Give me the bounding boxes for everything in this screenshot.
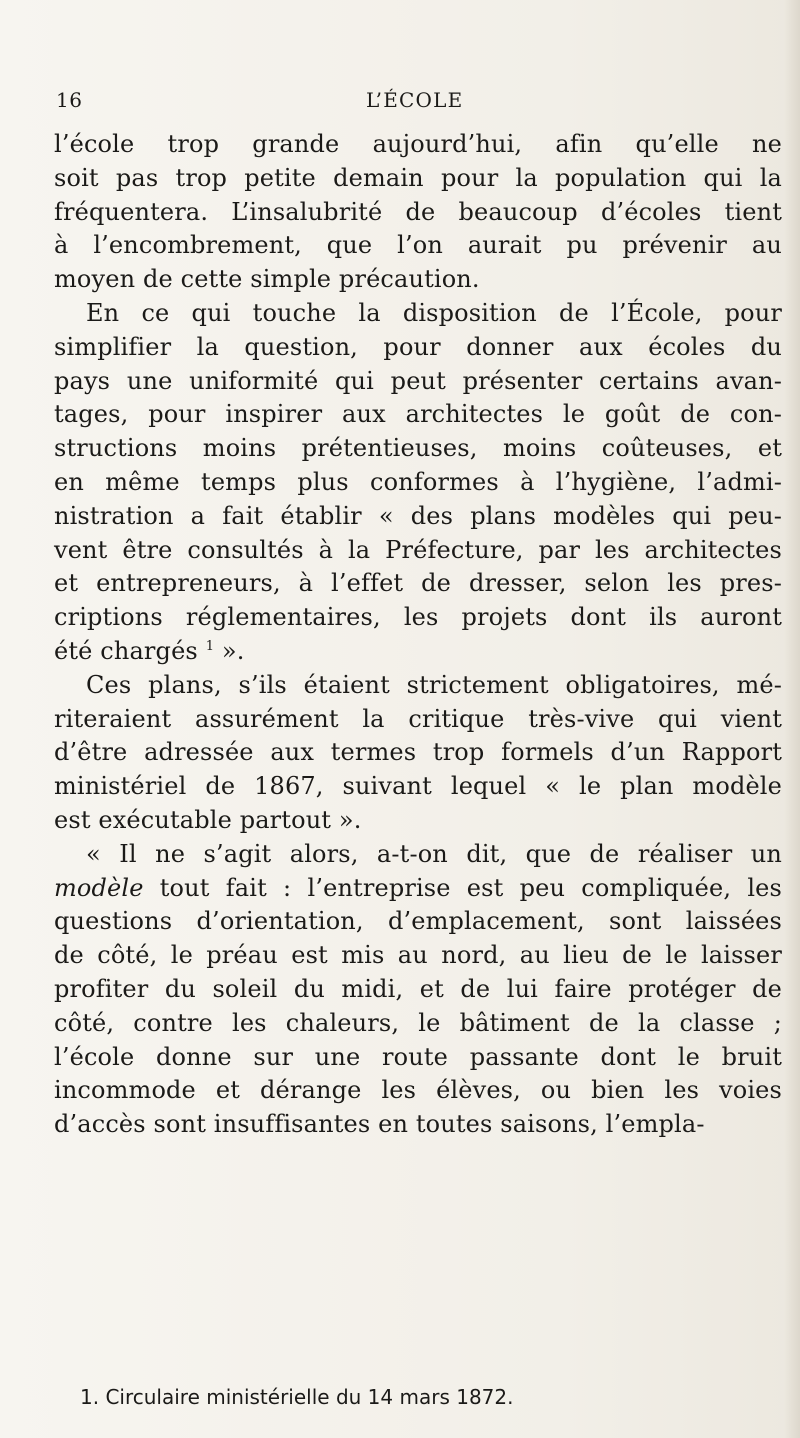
text-line: tages, pour inspirer aux architectes le goût de con- bbox=[54, 400, 782, 429]
quote-close: ». bbox=[214, 636, 245, 665]
page-header bbox=[56, 88, 782, 120]
text-line: à l’encombrement, que l’on aurait pu prévenir au bbox=[54, 231, 782, 260]
text-line: simplifier la question, pour donner aux écoles du bbox=[54, 332, 782, 361]
main-text bbox=[54, 128, 782, 1142]
text-line: fréquentera. L’insalubrité de beaucoup d’écoles tient bbox=[54, 197, 782, 226]
text-fragment: tout fait : l’entreprise est peu compliquée, les bbox=[159, 873, 782, 902]
text-line: vent être consultés à la Préfecture, par les architectes bbox=[54, 535, 782, 564]
running-title: L’ÉCOLE bbox=[366, 88, 464, 112]
text-line: de côté, le préau est mis au nord, au lieu de le laisser bbox=[54, 941, 782, 970]
text-line: moyen de cette simple précaution. bbox=[54, 265, 480, 294]
text-line: incommode et dérange les élèves, ou bien les voies bbox=[54, 1076, 782, 1105]
footnote bbox=[80, 1384, 770, 1410]
text-line: structions moins prétentieuses, moins coûteuses, et bbox=[54, 434, 782, 463]
text-line: pays une uniformité qui peut présenter certains avan- bbox=[54, 366, 782, 395]
text-line: ministériel de 1867, suivant lequel « le plan modèle bbox=[54, 772, 782, 801]
italic-word: modèle bbox=[54, 873, 144, 902]
paragraph-2 bbox=[54, 297, 782, 669]
paragraph-1 bbox=[54, 128, 782, 297]
page-edge-shadow bbox=[784, 0, 800, 1438]
text-line: en même temps plus conformes à l’hygiène, l’admi- bbox=[54, 467, 782, 496]
text-fragment: été chargés bbox=[54, 636, 198, 665]
text-line: l’école donne sur une route passante dont le bruit bbox=[54, 1042, 782, 1071]
text-line: et entrepreneurs, à l’effet de dresser, selon les pres- bbox=[54, 569, 782, 598]
footnote-marker: 1. bbox=[80, 1385, 100, 1409]
text-line bbox=[54, 635, 782, 669]
text-line: d’accès sont insuffisantes en toutes saisons, l’empla- bbox=[54, 1110, 705, 1139]
text-line: nistration a fait établir « des plans modèles qui peu- bbox=[54, 501, 782, 530]
paragraph-3 bbox=[54, 669, 782, 838]
paragraph-4 bbox=[54, 838, 782, 1142]
text-line bbox=[54, 872, 782, 906]
text-line: criptions réglementaires, les projets dont ils auront bbox=[54, 603, 782, 632]
text-line: d’être adressée aux termes trop formels d’un Rapport bbox=[54, 738, 782, 767]
footnote-text: Circulaire ministérielle du 14 mars 1872. bbox=[105, 1385, 514, 1409]
text-line: questions d’orientation, d’emplacement, sont laissées bbox=[54, 907, 782, 936]
text-line: riteraient assurément la critique très-vive qui vient bbox=[54, 704, 782, 733]
text-line: l’école trop grande aujourd’hui, afin qu’elle ne bbox=[54, 130, 782, 158]
page-number: 16 bbox=[56, 88, 83, 112]
text-line: côté, contre les chaleurs, le bâtiment de la classe ; bbox=[54, 1008, 782, 1037]
text-line: est exécutable partout ». bbox=[54, 805, 362, 834]
text-line: soit pas trop petite demain pour la population qui la bbox=[54, 163, 782, 192]
text-line: En ce qui touche la disposition de l’École, pour bbox=[86, 298, 782, 327]
text-line: profiter du soleil du midi, et de lui faire protéger de bbox=[54, 974, 782, 1003]
text-line: Ces plans, s’ils étaient strictement obligatoires, mé- bbox=[86, 670, 782, 699]
text-line: « Il ne s’agit alors, a-t-on dit, que de réaliser un bbox=[86, 839, 782, 868]
footnote-reference: 1 bbox=[205, 638, 215, 654]
